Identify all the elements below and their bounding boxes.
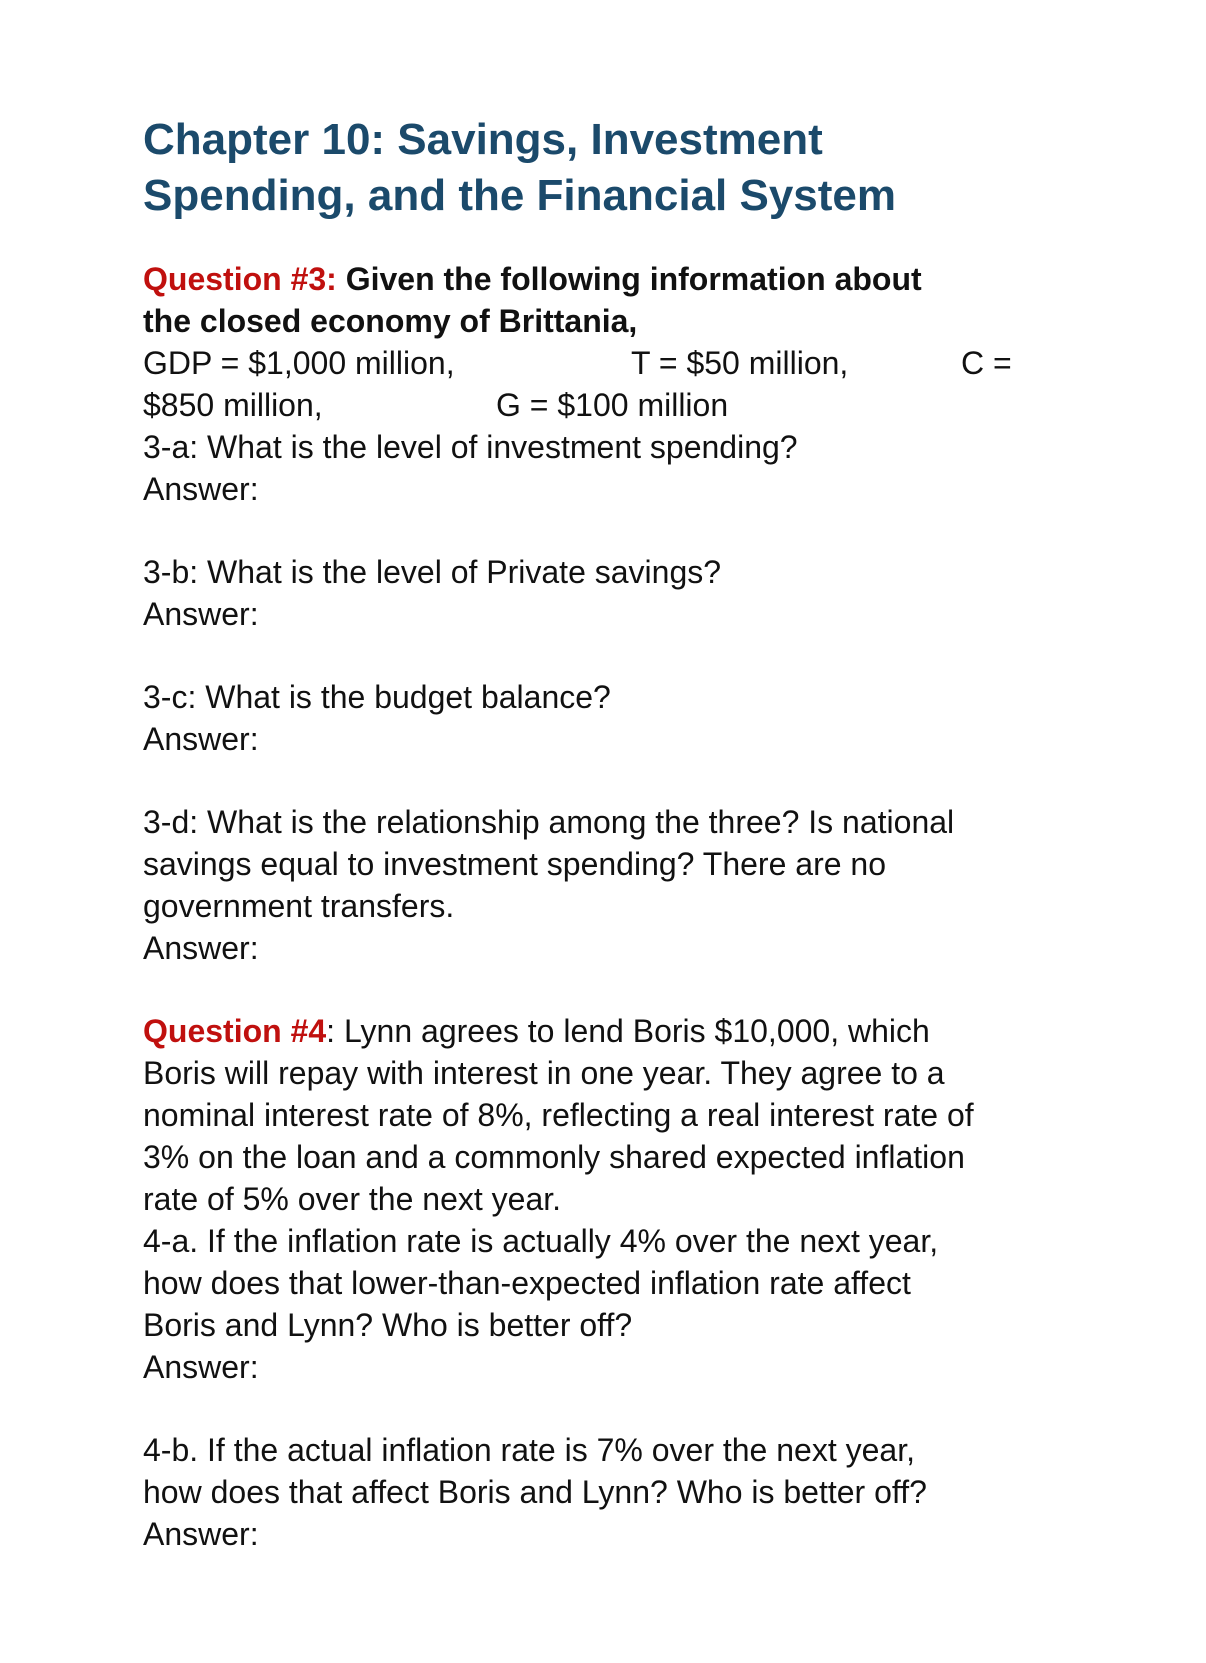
- chapter-title-line-2: Spending, and the Financial System: [143, 171, 897, 220]
- question-3b-text: 3-b: What is the level of Private savings?: [143, 554, 722, 590]
- question-4-intro-line-3: nominal interest rate of 8%, reflecting a real interest rate of: [143, 1097, 974, 1133]
- question-3b: [143, 551, 1093, 635]
- question-4-intro-line-2: Boris will repay with interest in one year. They agree to a: [143, 1055, 945, 1091]
- question-4-intro-line-5: rate of 5% over the next year.: [143, 1181, 562, 1217]
- gdp-value: GDP = $1,000 million,: [143, 345, 455, 381]
- question-4b-text-line-2: how does that affect Boris and Lynn? Who is better off?: [143, 1474, 927, 1510]
- tax-value: T = $50 million,: [631, 345, 849, 381]
- question-4-intro-line-4: 3% on the loan and a commonly shared expected inflation: [143, 1139, 965, 1175]
- question-4a-text-line-1: 4-a. If the inflation rate is actually 4% over the next year,: [143, 1223, 939, 1259]
- question-4a-text-line-3: Boris and Lynn? Who is better off?: [143, 1307, 633, 1343]
- question-4a: [143, 1220, 1093, 1388]
- question-3d-text-line-1: 3-d: What is the relationship among the three? Is national: [143, 804, 955, 840]
- question-4b: [143, 1429, 1093, 1555]
- given-row-1: [143, 342, 1093, 384]
- question-3a-text: 3-a: What is the level of investment spending?: [143, 429, 798, 465]
- consumption-label: C =: [961, 345, 1012, 381]
- question-3d-text-line-2: savings equal to investment spending? There are no: [143, 846, 886, 882]
- question-3a-answer-label: Answer:: [143, 471, 259, 507]
- question-4b-answer-label: Answer:: [143, 1516, 259, 1552]
- question-4a-text-line-2: how does that lower-than-expected inflation rate affect: [143, 1265, 911, 1301]
- consumption-value: $850 million,: [143, 387, 323, 423]
- question-3d-text-line-3: government transfers.: [143, 888, 455, 924]
- question-3-label: Question #3:: [143, 261, 337, 297]
- question-3b-answer-label: Answer:: [143, 596, 259, 632]
- question-3-header: [143, 258, 1093, 342]
- question-3c-text: 3-c: What is the budget balance?: [143, 679, 611, 715]
- question-3-given-values: [143, 342, 1093, 426]
- question-3d: [143, 801, 1093, 969]
- question-3c: [143, 676, 1093, 760]
- government-value: G = $100 million: [496, 387, 729, 423]
- question-4-intro-line-1: : Lynn agrees to lend Boris $10,000, which: [326, 1013, 930, 1049]
- chapter-title-line-1: Chapter 10: Savings, Investment: [143, 115, 823, 164]
- question-4b-text-line-1: 4-b. If the actual inflation rate is 7% over the next year,: [143, 1432, 915, 1468]
- question-3c-answer-label: Answer:: [143, 721, 259, 757]
- question-3a: [143, 426, 1093, 510]
- question-4-intro: [143, 1010, 1093, 1220]
- given-row-2: [143, 384, 1093, 426]
- question-3d-answer-label: Answer:: [143, 930, 259, 966]
- chapter-title: [143, 112, 1063, 224]
- question-3-intro-line-1: Given the following information about: [336, 261, 922, 297]
- question-4a-answer-label: Answer:: [143, 1349, 259, 1385]
- question-4-label: Question #4: [143, 1013, 327, 1049]
- question-3-intro-line-2: the closed economy of Brittania,: [143, 303, 638, 339]
